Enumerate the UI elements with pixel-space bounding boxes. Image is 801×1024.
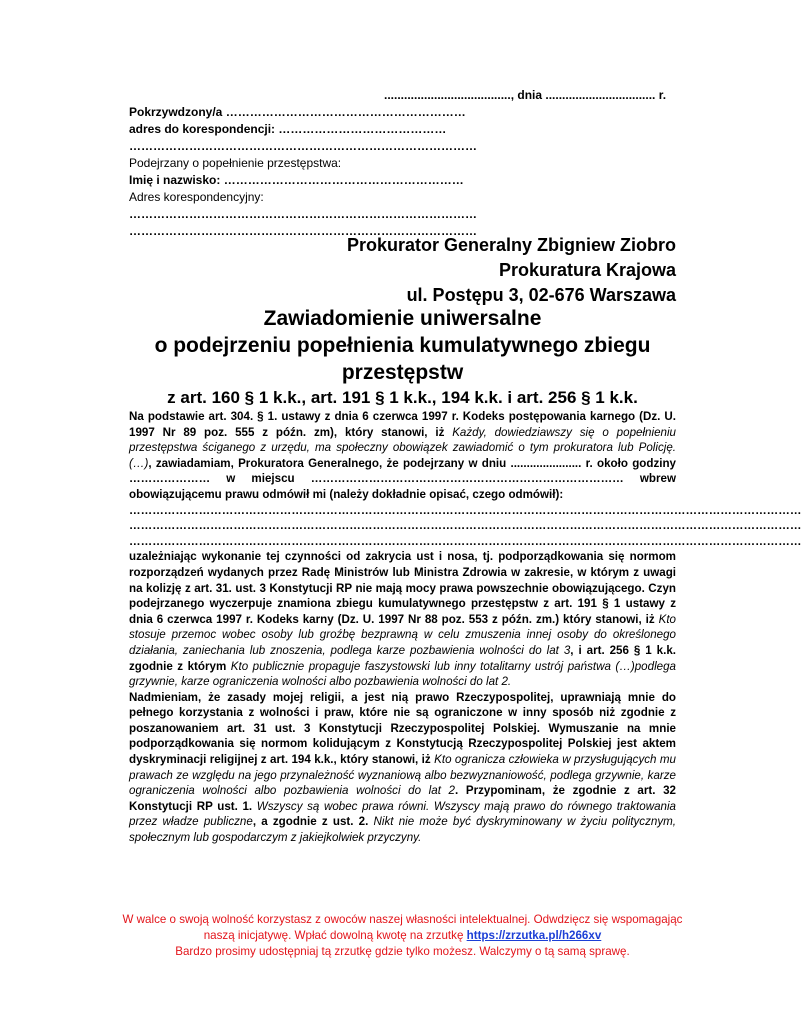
footer-line-2: Bardzo prosimy udostępniaj tą zrzutkę gdzie tylko możesz. Walczymy o tą samą sprawę.: [175, 945, 630, 958]
p3-quote-2: Wszyscy są wobec prawa równi. Wszyscy mają prawo do równego traktowania przez władze publiczne: [129, 799, 676, 829]
p1-text-b: , zawiadamiam, Prokuratora Generalnego, że podejrzany w dniu ...................... r. około godziny ………………… w miejscu ……………………………………………………………………… wbrew obowiązującemu prawu odmówił mi (należy dokładnie opisać, czego odmówił):: [129, 456, 676, 501]
recipient-office: Prokuratura Krajowa: [498, 260, 676, 280]
p3-quote-1: Kto ogranicza człowieka w przysługujących mu prawach ze względu na jego przynależność wyznaniową albo bezwyznaniowość, podlega grzywnie, karze ograniczenia wolności albo pozbawienia wolności do lat 2: [129, 753, 676, 798]
title-articles: z art. 160 § 1 k.k., art. 191 § 1 k.k., 194 k.k. i art. 256 § 1 k.k.: [167, 388, 638, 407]
suspect-header: Podejrzany o popełnienie przestępstwa:: [129, 156, 342, 170]
p2-quote-1: Kto stosuje przemoc wobec osoby lub groźbę bezprawną w celu zmuszenia innej osoby do określonego działania, zaniechania lub znoszenia, podlega karze pozbawienia wolności do lat 3: [129, 612, 676, 657]
p3-text-b: . Przypominam, że zgodnie z art. 32 Konstytucji RP ust. 1.: [129, 784, 676, 813]
sender-block: [129, 104, 477, 240]
footer-line-1: [110, 912, 695, 944]
suspect-address-line-1: ……………………………………………………………………………: [129, 207, 477, 221]
paragraph-2: [129, 549, 676, 689]
paragraph-1: [129, 409, 676, 503]
fill-line-3: …………………………………………………………………………………………………………………………………………………………: [129, 534, 801, 548]
title-line-1: Zawiadomienie uniwersalne: [263, 307, 542, 330]
suspect-name-line: Imię i nazwisko: ……………………………………………………: [129, 173, 464, 187]
address-continuation: ……………………………………………………………………………: [129, 139, 477, 153]
fill-line-1: …………………………………………………………………………………………………………………………………………………………: [129, 503, 801, 517]
p1-text-a: Na podstawie art. 304. § 1. ustawy z dnia 6 czerwca 1997 r. Kodeks postępowania karnego (Dz. U. 1997 Nr 89 poz. 555 z późn. zm), który stanowi, iż: [129, 410, 676, 439]
p2-text-b: , i art. 256 § 1 k.k. zgodnie z którym: [129, 643, 676, 673]
footer-text-1: W walce o swoją wolność korzystasz z owoców naszej własności intelektualnej. Odwdzięcz się wspomagając naszą inicjatywę. Wpłać dowolną kwotę na zrzutkę: [122, 913, 683, 942]
p3-text-c: , a zgodnie z ust. 2.: [252, 815, 374, 829]
title-line-2: o podejrzeniu popełnienia kumulatywnego zbiegu: [154, 334, 651, 357]
donation-link[interactable]: https://zrzutka.pl/h266xv: [466, 929, 602, 942]
document-title: [110, 305, 695, 409]
address-line: adres do korespondencji: ……………………………………: [129, 122, 447, 136]
recipient-name: Prokurator Generalny Zbigniew Ziobro: [346, 235, 676, 255]
date-line: ......................................, dnia ................................. r.: [384, 88, 667, 102]
p2-text-a: uzależniając wykonanie tej czynności od zakrycia ust i nosa, tj. podporządkowania się normom rozporządzeń wydanych przez Radę Ministrów lub Ministra Zdrowia w zakresie, w którym z uwagi na kolizję z art. 31. ust. 3 Konstytucji RP nie mają mocy prawa powszechnie obowiązującego. Czyn podejrzanego wyczerpuje znamiona zbiegu kumulatywnego przestępstw z art. 191 § 1 ustawy z dnia 6 czerwca 1997 r. Kodeks karny (Dz. U. 1997 Nr 88 poz. 553 z późn. zm.) który stanowi, iż: [129, 550, 676, 626]
recipient-block: [347, 233, 676, 308]
suspect-address-label: Adres korespondencyjny:: [129, 190, 264, 204]
p1-quote: Każdy, dowiedziawszy się o popełnieniu przestępstwa ściganego z urzędu, ma społeczny obowiązek zawiadomić o tym prokuratora lub Policję.(…): [129, 425, 676, 470]
document-body: [129, 409, 801, 846]
p2-quote-2: Kto publicznie propaguje faszystowski lub inny totalitarny ustrój państwa (…)podlega grzywnie, karze ograniczenia wolności albo pozbawienia wolności do lat 2.: [129, 659, 676, 689]
suspect-address-line-2: ……………………………………………………………………………: [129, 224, 477, 238]
recipient-address: ul. Postępu 3, 02-676 Warszawa: [406, 285, 676, 305]
title-line-3: przestępstw: [341, 361, 464, 384]
paragraph-3: [129, 690, 676, 846]
victim-line: Pokrzywdzony/a ……………………………………………………: [129, 105, 466, 119]
p3-quote-3: Nikt nie może być dyskryminowany w życiu politycznym, społecznym lub gospodarczym z jakiejkolwiek przyczyny.: [129, 815, 677, 845]
donation-footer: [110, 912, 695, 960]
p3-text-a: Nadmieniam, że zasady mojej religii, a jest nią prawo Rzeczypospolitej, uprawniają mnie do pełnego korzystania z wolności i praw, które nie są ograniczone w inny sposób niż zgodnie z poszanowaniem art. 31 ust. 3 Konstytucji Rzeczypospolitej Polskiej. Wymuszanie na mnie podporządkowania się normom kolidującym z Konstytucją Rzeczypospolitej Polskiej jest aktem dyskryminacji religijnej z art. 194 k.k., który stanowi, iż: [129, 690, 676, 767]
fill-line-2: …………………………………………………………………………………………………………………………………………………………: [129, 519, 801, 533]
